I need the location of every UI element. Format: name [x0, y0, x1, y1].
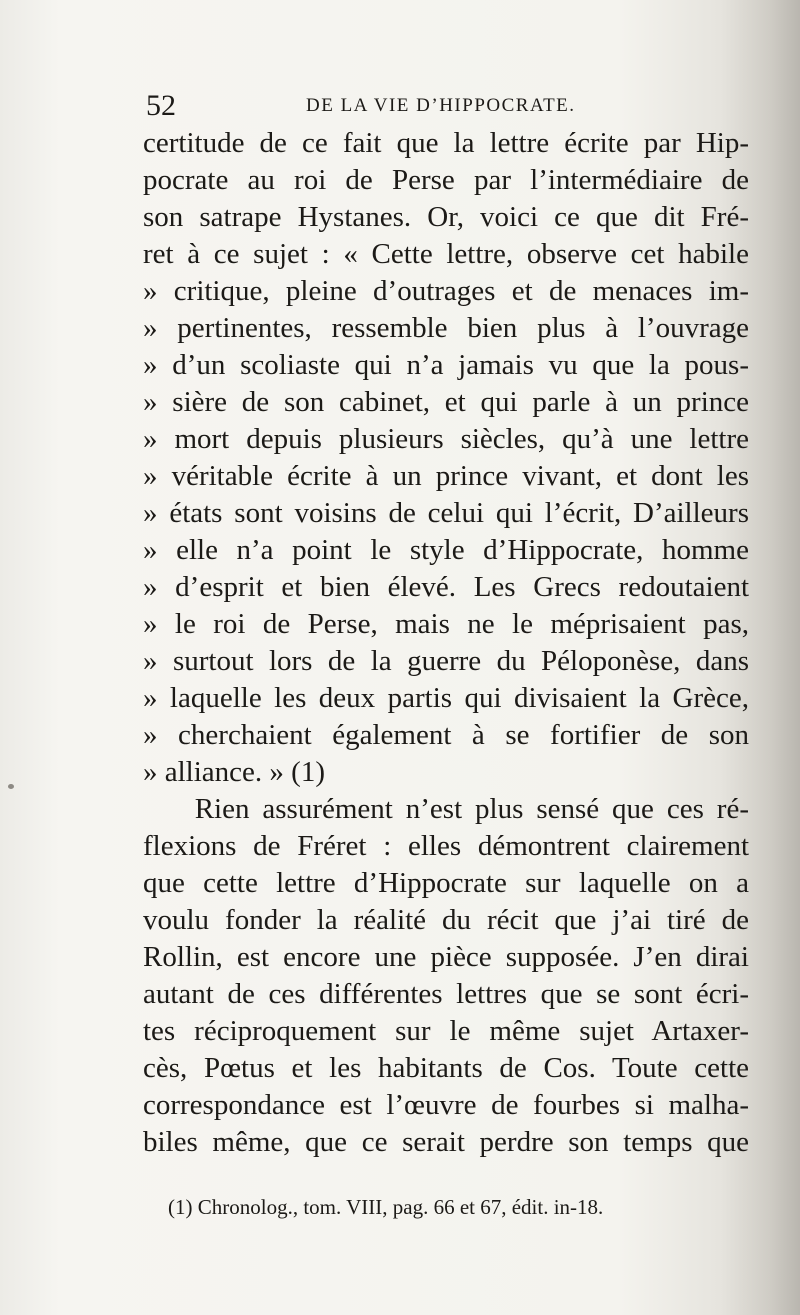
running-title: DE LA VIE D’HIPPOCRATE. — [306, 95, 576, 116]
text-line: » critique, pleine d’outrages et de menaces im- — [143, 275, 749, 307]
text-line: Rollin, est encore une pièce supposée. J’en dirai — [143, 941, 749, 973]
text-line: autant de ces différentes lettres que se sont écri- — [143, 978, 749, 1010]
text-line: certitude de ce fait que la lettre écrite par Hip- — [143, 127, 749, 159]
text-line: » laquelle les deux partis qui divisaient la Grèce, — [143, 682, 749, 714]
page-number: 52 — [146, 89, 176, 122]
text-line: » cherchaient également à se fortifier de son — [143, 719, 749, 751]
paper-speck — [8, 784, 14, 789]
text-line: que cette lettre d’Hippocrate sur laquelle on a — [143, 867, 749, 899]
text-line: ret à ce sujet : « Cette lettre, observe cet habile — [143, 238, 749, 270]
text-line: » états sont voisins de celui qui l’écrit, D’ailleurs — [143, 497, 749, 529]
footnote: (1) Chronolog., tom. VIII, pag. 66 et 67, édit. in-18. — [168, 1195, 604, 1219]
text-line: biles même, que ce serait perdre son temps que — [143, 1126, 749, 1158]
text-line: flexions de Fréret : elles démontrent clairement — [143, 830, 749, 862]
text-line: » surtout lors de la guerre du Péloponèse, dans — [143, 645, 749, 677]
text-line: » mort depuis plusieurs siècles, qu’à une lettre — [143, 423, 749, 455]
text-line: voulu fonder la réalité du récit que j’ai tiré de — [143, 904, 749, 936]
text-line: » le roi de Perse, mais ne le méprisaient pas, — [143, 608, 749, 640]
text-line: correspondance est l’œuvre de fourbes si malha- — [143, 1089, 749, 1121]
text-line: » sière de son cabinet, et qui parle à un prince — [143, 386, 749, 418]
text-line: » véritable écrite à un prince vivant, et dont les — [143, 460, 749, 492]
body-text — [143, 125, 749, 1161]
text-line: » pertinentes, ressemble bien plus à l’ouvrage — [143, 312, 749, 344]
running-head — [146, 86, 746, 126]
text-line: » elle n’a point le style d’Hippocrate, homme — [143, 534, 749, 566]
text-line: pocrate au roi de Perse par l’intermédiaire de — [143, 164, 749, 196]
text-line: son satrape Hystanes. Or, voici ce que dit Fré- — [143, 201, 749, 233]
text-line: » alliance. » (1) — [143, 756, 325, 788]
paragraph-start-line: Rien assurément n’est plus sensé que ces ré- — [143, 793, 749, 825]
text-line: » d’esprit et bien élevé. Les Grecs redoutaient — [143, 571, 749, 603]
text-line: cès, Pœtus et les habitants de Cos. Toute cette — [143, 1052, 749, 1084]
text-line: » d’un scoliaste qui n’a jamais vu que la pous- — [143, 349, 749, 381]
text-line: tes réciproquement sur le même sujet Artaxer- — [143, 1015, 749, 1047]
